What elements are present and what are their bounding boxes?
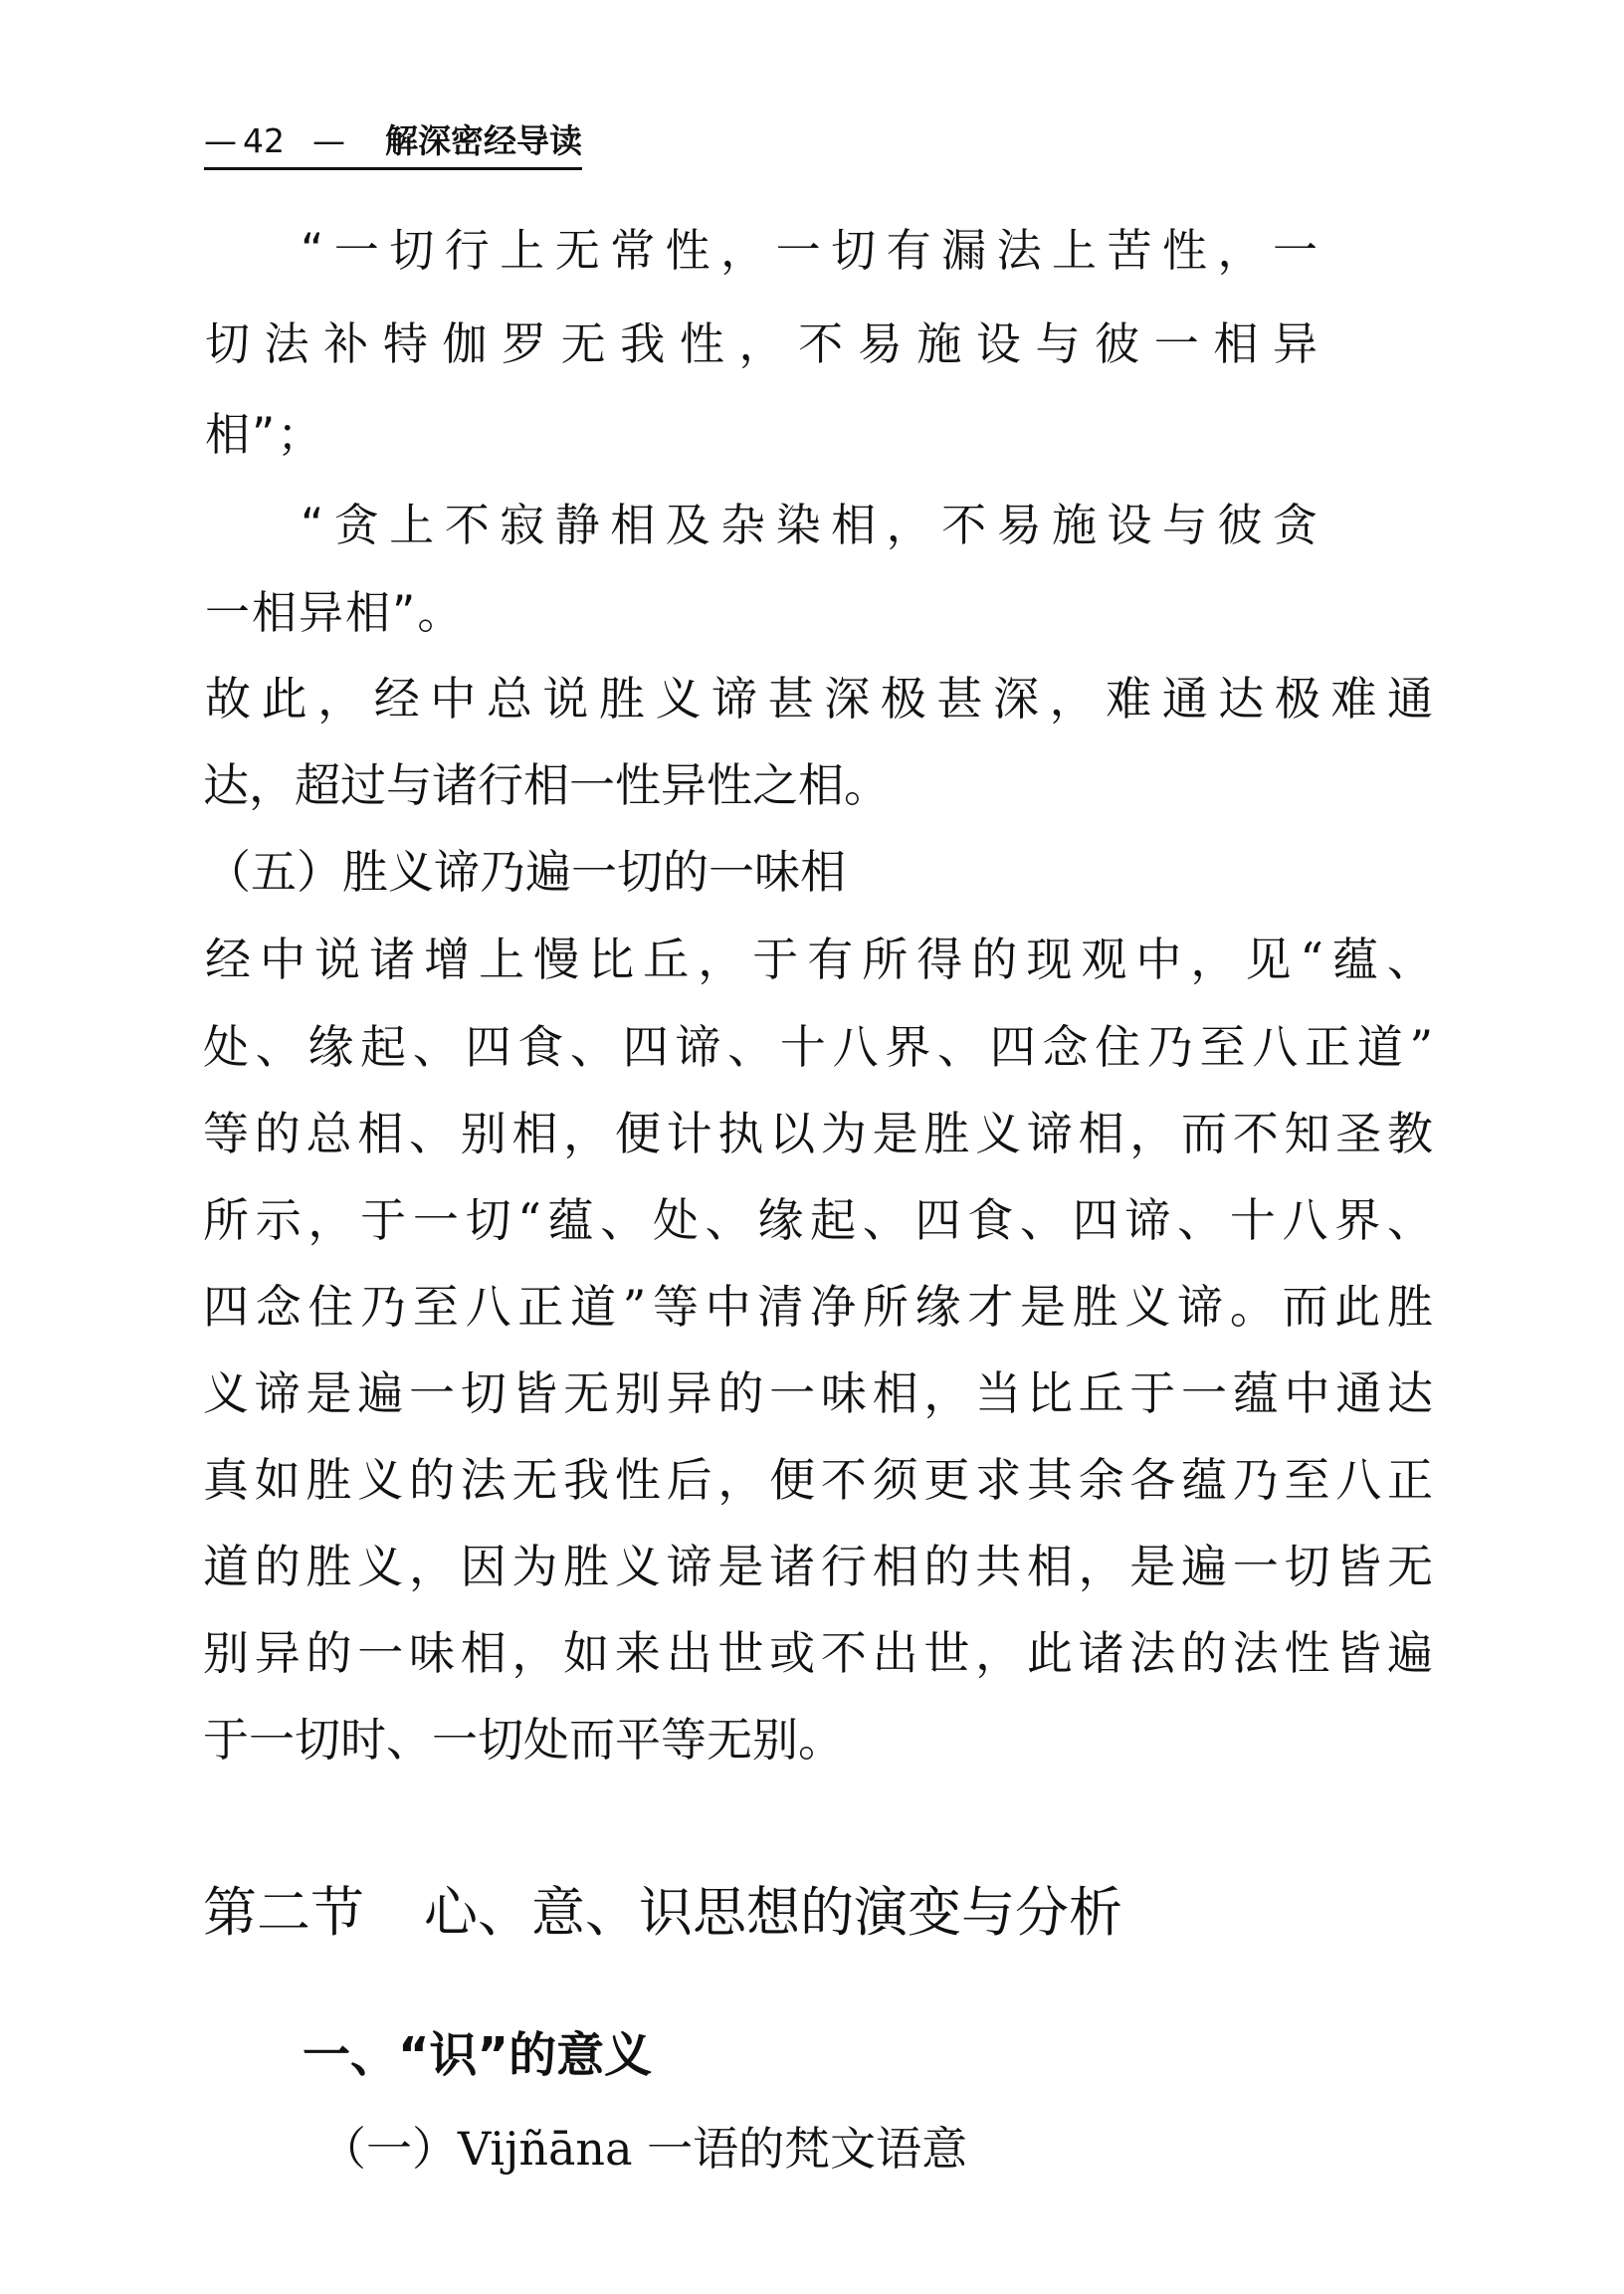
header-dash-right: — [312, 121, 345, 160]
paragraph2-line-8: 道的胜义，因为胜义谛是诸行相的共相，是遍一切皆无 [203, 1540, 1433, 1593]
paragraph2-line-7: 真如胜义的法无我性后，便不须更求其余各蕴乃至八正 [203, 1453, 1433, 1507]
section-label: 第二节 [203, 1881, 364, 1944]
section-title: 心、意、识思想的演变与分析 [424, 1881, 1122, 1944]
quote1-line-2: 切法补特伽罗无我性，不易施设与彼一相异 [205, 317, 1320, 370]
book-title: 解深密经导读 [385, 121, 582, 160]
paragraph2-line-5: 四念住乃至八正道”等中清净所缘才是胜义谛。而此胜 [203, 1280, 1433, 1334]
paragraph1-line-1: 故此，经中总说胜义谛甚深极甚深，难通达极难通 [205, 672, 1433, 726]
paragraph2-line-2: 处、缘起、四食、四谛、十八界、四念住乃至八正道” [203, 1020, 1433, 1074]
quote2-line-2: 一相异相”。 [205, 586, 465, 639]
paragraph2-line-10: 于一切时、一切处而平等无别。 [203, 1713, 844, 1767]
paragraph1-line-2: 达，超过与诸行相一性异性之相。 [203, 758, 890, 812]
paragraph2-line-3: 等的总相、别相，便计执以为是胜义谛相，而不知圣教 [203, 1107, 1433, 1160]
running-header [204, 121, 582, 170]
header-dash-left: — [204, 121, 237, 160]
section-heading [203, 1878, 1122, 1948]
quote1-line-3: 相”； [205, 408, 324, 461]
quote2-line-1: “贪上不寂静相及杂染相，不易施设与彼贪 [301, 499, 1320, 551]
subheading-five: （五）胜义谛乃遍一切的一味相 [205, 845, 846, 899]
quote1-line-1: “一切行上无常性，一切有漏法上苦性，一 [301, 224, 1320, 277]
page-number: 42 [243, 121, 285, 160]
paragraph2-line-6: 义谛是遍一切皆无别异的一味相，当比丘于一蕴中通达 [203, 1366, 1433, 1420]
paragraph2-line-9: 别异的一味相，如来出世或不出世，此诸法的法性皆遍 [203, 1626, 1433, 1680]
paragraph2-line-4: 所示，于一切“蕴、处、缘起、四食、四谛、十八界、 [203, 1193, 1433, 1247]
subsection-heading: 一、“识”的意义 [303, 2027, 653, 2083]
subsubsection-heading: （一）Vijñāna 一语的梵文语意 [320, 2122, 968, 2176]
paragraph2-line-1: 经中说诸增上慢比丘，于有所得的现观中，见“蕴、 [205, 933, 1433, 986]
